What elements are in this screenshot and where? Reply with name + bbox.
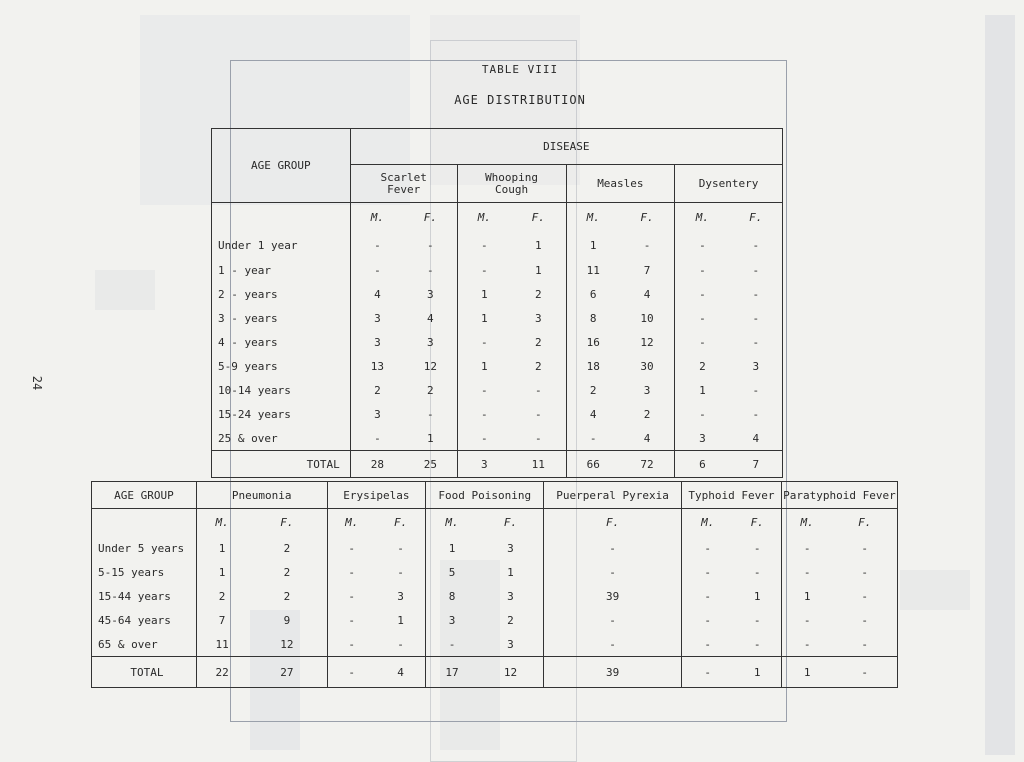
- sub-header: F.: [640, 211, 654, 225]
- value-cell: 1: [753, 590, 761, 603]
- value-cell: 4: [566, 403, 620, 427]
- value-cell: -: [544, 561, 682, 585]
- value-cell: -: [457, 427, 511, 451]
- value-cell: -: [566, 427, 620, 451]
- value-cell: 2: [283, 590, 291, 603]
- sub-header: F.: [280, 516, 294, 530]
- value-cell: 3: [507, 637, 514, 651]
- value-cell: -: [781, 537, 832, 561]
- value-cell: -: [682, 609, 734, 633]
- value-cell: -: [682, 537, 734, 561]
- value-cell: -: [752, 408, 760, 421]
- value-cell: 18: [566, 355, 620, 379]
- value-cell: -: [675, 403, 730, 427]
- total-label: TOTAL: [92, 657, 197, 688]
- value-cell: 30: [640, 360, 654, 373]
- value-cell: -: [544, 633, 682, 657]
- value-cell: -: [327, 537, 376, 561]
- value-cell: 4: [752, 431, 760, 445]
- value-cell: 3: [507, 542, 514, 555]
- value-cell: 1: [218, 566, 226, 579]
- total-cell: 27: [247, 657, 327, 688]
- sub-header: M.: [370, 211, 385, 225]
- age-group-header: AGE GROUP: [212, 129, 351, 203]
- value-cell: 16: [566, 331, 620, 355]
- total-cell: 66: [566, 451, 620, 478]
- value-cell: 2: [534, 288, 542, 301]
- bleed-through-block: [95, 270, 155, 310]
- value-cell: -: [675, 283, 730, 307]
- value-cell: -: [457, 259, 511, 283]
- value-cell: 3: [374, 312, 381, 325]
- value-cell: 10: [640, 312, 654, 325]
- age-group-cell: 10-14 years: [212, 379, 351, 403]
- value-cell: -: [675, 233, 730, 259]
- value-cell: -: [327, 585, 376, 609]
- value-cell: -: [682, 561, 734, 585]
- value-cell: -: [643, 239, 651, 252]
- total-cell: 1: [733, 657, 781, 688]
- age-group-cell: 65 & over: [92, 633, 197, 657]
- age-group-cell: Under 5 years: [92, 537, 197, 561]
- sub-header: F.: [423, 211, 437, 225]
- value-cell: 1: [426, 537, 478, 561]
- value-cell: -: [374, 431, 381, 445]
- total-cell: 25: [404, 451, 457, 478]
- blank-cell: [212, 203, 351, 233]
- value-cell: 1: [457, 355, 511, 379]
- value-cell: 3: [374, 336, 381, 349]
- disease-pneumonia: Pneumonia: [196, 482, 327, 509]
- sub-header: M.: [215, 516, 229, 530]
- other-diseases-table: [91, 481, 898, 688]
- value-cell: 11: [566, 259, 620, 283]
- table-row: [212, 379, 783, 403]
- disease-measles: Measles: [566, 165, 675, 203]
- value-cell: -: [397, 566, 404, 579]
- value-cell: -: [544, 537, 682, 561]
- bleed-through-block: [900, 570, 970, 610]
- value-cell: 2: [534, 360, 542, 373]
- age-group-cell: 25 & over: [212, 427, 351, 451]
- value-cell: -: [781, 609, 832, 633]
- age-group-cell: 1 - year: [212, 259, 351, 283]
- page-number: 24: [30, 375, 45, 391]
- total-cell: 17: [426, 657, 478, 688]
- value-cell: -: [374, 264, 381, 277]
- value-cell: -: [752, 336, 760, 349]
- value-cell: 3: [675, 427, 730, 451]
- value-cell: -: [752, 384, 760, 397]
- age-distribution-rows: [212, 233, 783, 451]
- value-cell: -: [675, 259, 730, 283]
- sub-header: F.: [531, 211, 545, 225]
- value-cell: 6: [566, 283, 620, 307]
- value-cell: -: [534, 408, 542, 421]
- value-cell: -: [682, 585, 734, 609]
- value-cell: -: [752, 312, 760, 325]
- value-cell: -: [427, 264, 434, 277]
- total-cell: -: [682, 657, 734, 688]
- value-cell: -: [397, 637, 404, 651]
- value-cell: 2: [643, 408, 651, 421]
- value-cell: 2: [507, 614, 514, 627]
- total-cell: 4: [376, 657, 426, 688]
- value-cell: -: [457, 403, 511, 427]
- value-cell: -: [426, 633, 478, 657]
- value-cell: -: [327, 561, 376, 585]
- value-cell: 2: [534, 336, 542, 349]
- value-cell: 3: [534, 312, 542, 325]
- value-cell: 9: [283, 614, 291, 627]
- age-group-cell: 45-64 years: [92, 609, 197, 633]
- value-cell: 1: [534, 239, 542, 252]
- value-cell: -: [457, 331, 511, 355]
- value-cell: 4: [643, 431, 651, 445]
- table-row: [212, 259, 783, 283]
- value-cell: -: [781, 633, 832, 657]
- sub-header: M.: [426, 509, 478, 537]
- value-cell: 4: [643, 288, 651, 301]
- sub-header: M.: [457, 203, 511, 233]
- age-group-cell: 15-24 years: [212, 403, 351, 427]
- value-cell: 3: [426, 609, 478, 633]
- value-cell: -: [753, 542, 761, 555]
- value-cell: 8: [426, 585, 478, 609]
- age-group-cell: Under 1 year: [212, 233, 351, 259]
- value-cell: -: [457, 233, 511, 259]
- value-cell: 1: [457, 307, 511, 331]
- total-cell: -: [327, 657, 376, 688]
- table-row: [212, 283, 783, 307]
- value-cell: -: [534, 431, 542, 445]
- value-cell: 1: [781, 585, 832, 609]
- other-diseases-rows: [92, 537, 898, 657]
- value-cell: -: [374, 239, 381, 252]
- value-cell: 12: [280, 637, 294, 651]
- value-cell: -: [457, 379, 511, 403]
- sub-header: F.: [858, 516, 872, 530]
- age-group-cell: 4 - years: [212, 331, 351, 355]
- sub-header: M.: [675, 203, 730, 233]
- sub-header: F.: [393, 516, 408, 530]
- disease-food-poisoning: Food Poisoning: [426, 482, 544, 509]
- total-cell: 39: [544, 657, 682, 688]
- age-group-cell: 5-9 years: [212, 355, 351, 379]
- value-cell: -: [861, 590, 869, 603]
- value-cell: -: [675, 307, 730, 331]
- disease-erysipelas: Erysipelas: [327, 482, 426, 509]
- value-cell: 4: [427, 312, 434, 325]
- value-cell: -: [753, 614, 761, 627]
- table-row: [212, 427, 783, 451]
- value-cell: -: [752, 288, 760, 301]
- table-row: [212, 307, 783, 331]
- disease-paratyphoid-fever: Paratyphoid Fever: [781, 482, 897, 509]
- value-cell: 1: [427, 431, 434, 445]
- age-group-cell: 15-44 years: [92, 585, 197, 609]
- disease-typhoid-fever: Typhoid Fever: [682, 482, 782, 509]
- disease-scarlet-fever: Scarlet Fever: [350, 165, 457, 203]
- value-cell: 2: [566, 379, 620, 403]
- total-cell: 3: [457, 451, 511, 478]
- value-cell: -: [861, 566, 869, 579]
- value-cell: -: [753, 566, 761, 579]
- value-cell: -: [861, 614, 869, 627]
- total-cell: 11: [511, 451, 566, 478]
- value-cell: 7: [218, 614, 226, 627]
- value-cell: 1: [534, 264, 542, 277]
- total-cell: -: [832, 657, 897, 688]
- value-cell: 13: [370, 360, 385, 373]
- value-cell: -: [544, 609, 682, 633]
- value-cell: -: [534, 384, 542, 397]
- age-group-cell: 5-15 years: [92, 561, 197, 585]
- table-subtitle: AGE DISTRIBUTION: [454, 93, 586, 107]
- total-cell: 72: [620, 451, 675, 478]
- total-cell: 22: [196, 657, 247, 688]
- value-cell: -: [682, 633, 734, 657]
- value-cell: 2: [374, 384, 381, 397]
- value-cell: 3: [643, 384, 651, 397]
- sub-header: M.: [682, 509, 734, 537]
- value-cell: 1: [675, 379, 730, 403]
- total-cell: 1: [781, 657, 832, 688]
- value-cell: 3: [397, 590, 404, 603]
- value-cell: 12: [423, 360, 437, 373]
- sub-header: F.: [544, 509, 682, 537]
- total-label: TOTAL: [212, 451, 351, 478]
- table-row: [92, 633, 898, 657]
- value-cell: 1: [566, 233, 620, 259]
- value-cell: 1: [507, 566, 514, 579]
- value-cell: 1: [397, 614, 404, 627]
- disease-puerperal-pyrexia: Puerperal Pyrexia: [544, 482, 682, 509]
- sub-header: M.: [327, 509, 376, 537]
- age-group-cell: 3 - years: [212, 307, 351, 331]
- value-cell: 4: [374, 288, 381, 301]
- value-cell: -: [427, 408, 434, 421]
- age-group-cell: 2 - years: [212, 283, 351, 307]
- age-group-header: AGE GROUP: [92, 482, 197, 509]
- table-row: [212, 233, 783, 259]
- sub-header: M.: [781, 509, 832, 537]
- table-row: [92, 609, 898, 633]
- sub-header: F.: [750, 516, 764, 530]
- blank-cell: [92, 509, 197, 537]
- value-cell: 3: [507, 590, 514, 603]
- value-cell: -: [752, 239, 760, 252]
- sub-header: F.: [749, 211, 763, 225]
- value-cell: 2: [283, 542, 291, 555]
- table-title: TABLE VIII: [481, 63, 559, 76]
- value-cell: 39: [544, 585, 682, 609]
- value-cell: -: [327, 633, 376, 657]
- value-cell: -: [861, 637, 869, 651]
- value-cell: -: [327, 609, 376, 633]
- total-cell: 7: [730, 451, 783, 478]
- value-cell: 1: [457, 283, 511, 307]
- value-cell: 2: [283, 566, 291, 579]
- total-cell: 6: [675, 451, 730, 478]
- sub-header: F.: [503, 516, 518, 530]
- value-cell: 2: [675, 355, 730, 379]
- value-cell: -: [675, 331, 730, 355]
- value-cell: 1: [218, 542, 226, 555]
- disease-whooping-cough: Whooping Cough: [457, 165, 566, 203]
- value-cell: 2: [218, 590, 226, 603]
- value-cell: -: [861, 542, 869, 555]
- value-cell: 7: [643, 264, 651, 277]
- disease-header: DISEASE: [350, 129, 782, 165]
- table-row: [92, 537, 898, 561]
- sub-header: M.: [566, 203, 620, 233]
- disease-dysentery: Dysentery: [675, 165, 783, 203]
- value-cell: -: [397, 542, 404, 555]
- age-distribution-table: [211, 128, 783, 478]
- total-cell: 12: [478, 657, 544, 688]
- value-cell: 3: [752, 360, 760, 373]
- value-cell: -: [781, 561, 832, 585]
- value-cell: -: [427, 239, 434, 252]
- value-cell: 11: [215, 637, 229, 651]
- value-cell: 3: [374, 408, 381, 421]
- value-cell: 8: [566, 307, 620, 331]
- table-row: [92, 585, 898, 609]
- value-cell: 3: [427, 336, 434, 349]
- value-cell: 2: [427, 384, 434, 397]
- table-row: [92, 561, 898, 585]
- total-cell: 28: [350, 451, 404, 478]
- table-row: [212, 355, 783, 379]
- value-cell: 12: [640, 336, 654, 349]
- value-cell: -: [753, 637, 761, 651]
- table-row: [212, 403, 783, 427]
- table-row: [212, 331, 783, 355]
- bleed-through-block: [985, 15, 1015, 755]
- value-cell: 5: [426, 561, 478, 585]
- value-cell: 3: [427, 288, 434, 301]
- value-cell: -: [752, 264, 760, 277]
